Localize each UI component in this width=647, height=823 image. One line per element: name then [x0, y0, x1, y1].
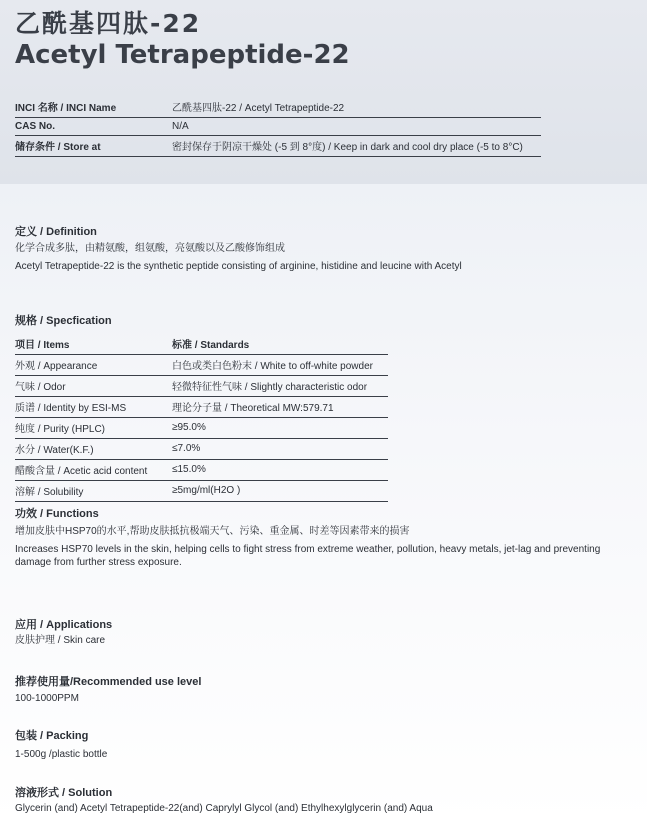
applications-text: 皮肤护理 / Skin care	[15, 635, 106, 646]
solution-text: Glycerin (and) Acetyl Tetrapeptide-22(and) Caprylyl Glycol (and) Ethylhexylglycerin (and) Aqua	[15, 803, 433, 814]
spec-row	[15, 376, 388, 397]
spec-standard: ≥95.0%	[172, 418, 388, 439]
title-en: Acetyl Tetrapeptide-22	[15, 40, 350, 70]
packing-text: 1-500g /plastic bottle	[15, 749, 108, 760]
spec-row	[15, 355, 388, 376]
info-row	[15, 97, 541, 118]
spec-row	[15, 460, 388, 481]
applications-title: 应用 / Applications	[15, 619, 113, 631]
definition-title: 定义 / Definition	[15, 226, 97, 238]
spec-table	[15, 334, 388, 502]
functions-text-en-2: damage from further stress exposure.	[15, 557, 182, 568]
use-level-title: 推荐使用量/Recommended use level	[15, 676, 202, 688]
info-key: CAS No.	[15, 118, 172, 136]
spec-standard: 轻微特征性气味 / Slightly characteristic odor	[172, 376, 388, 397]
info-value: 乙酰基四肽-22 / Acetyl Tetrapeptide-22	[172, 97, 541, 118]
spec-row	[15, 439, 388, 460]
spec-standard: 白色或类白色粉末 / White to off-white powder	[172, 355, 388, 376]
functions-title: 功效 / Functions	[15, 508, 99, 520]
spec-item: 纯度 / Purity (HPLC)	[15, 418, 172, 439]
info-value: 密封保存于阴凉干燥处 (-5 到 8°度) / Keep in dark and cool dry place (-5 to 8°C)	[172, 136, 541, 157]
spec-row	[15, 397, 388, 418]
specification-title: 规格 / Specfication	[15, 315, 112, 327]
functions-text-cn: 增加皮肤中HSP70的水平,帮助皮肤抵抗极端天气、污染、重金属、时差等因素带来的损害	[15, 526, 410, 537]
definition-text-cn: 化学合成多肽，由精氨酸，组氨酸，亮氨酸以及乙酸修饰组成	[15, 243, 285, 254]
info-row	[15, 118, 541, 136]
spec-standard: 理论分子量 / Theoretical MW:579.71	[172, 397, 388, 418]
spec-item: 醋酸含量 / Acetic acid content	[15, 460, 172, 481]
info-value: N/A	[172, 118, 541, 136]
info-key: INCI 名称 / INCI Name	[15, 97, 172, 118]
spec-item: 质谱 / Identity by ESI-MS	[15, 397, 172, 418]
spec-standard: ≤7.0%	[172, 439, 388, 460]
spec-item: 外观 / Appearance	[15, 355, 172, 376]
functions-text-en-1: Increases HSP70 levels in the skin, helping cells to fight stress from extreme weather, pollution, heavy metals, jet-lag and preventing	[15, 544, 601, 555]
solution-title: 溶液形式 / Solution	[15, 787, 113, 799]
info-key: 储存条件 / Store at	[15, 136, 172, 157]
use-level-text: 100-1000PPM	[15, 693, 79, 704]
spec-item: 气味 / Odor	[15, 376, 172, 397]
spec-row	[15, 481, 388, 502]
spec-row	[15, 418, 388, 439]
info-table	[15, 97, 541, 157]
spec-standard: ≤15.0%	[172, 460, 388, 481]
spec-header-items: 项目 / Items	[15, 334, 172, 355]
spec-item: 水分 / Water(K.F.)	[15, 439, 172, 460]
info-row	[15, 136, 541, 157]
body-band	[0, 184, 647, 823]
spec-header-row	[15, 334, 388, 355]
definition-text-en: Acetyl Tetrapeptide-22 is the synthetic peptide consisting of arginine, histidine and leucine with Acetyl	[15, 261, 462, 272]
packing-title: 包装 / Packing	[15, 730, 89, 742]
spec-header-standards: 标准 / Standards	[172, 334, 388, 355]
title-cn: 乙酰基四肽-22	[15, 9, 202, 38]
spec-item: 溶解 / Solubility	[15, 481, 172, 502]
spec-standard: ≥5mg/ml(H2O )	[172, 481, 388, 502]
